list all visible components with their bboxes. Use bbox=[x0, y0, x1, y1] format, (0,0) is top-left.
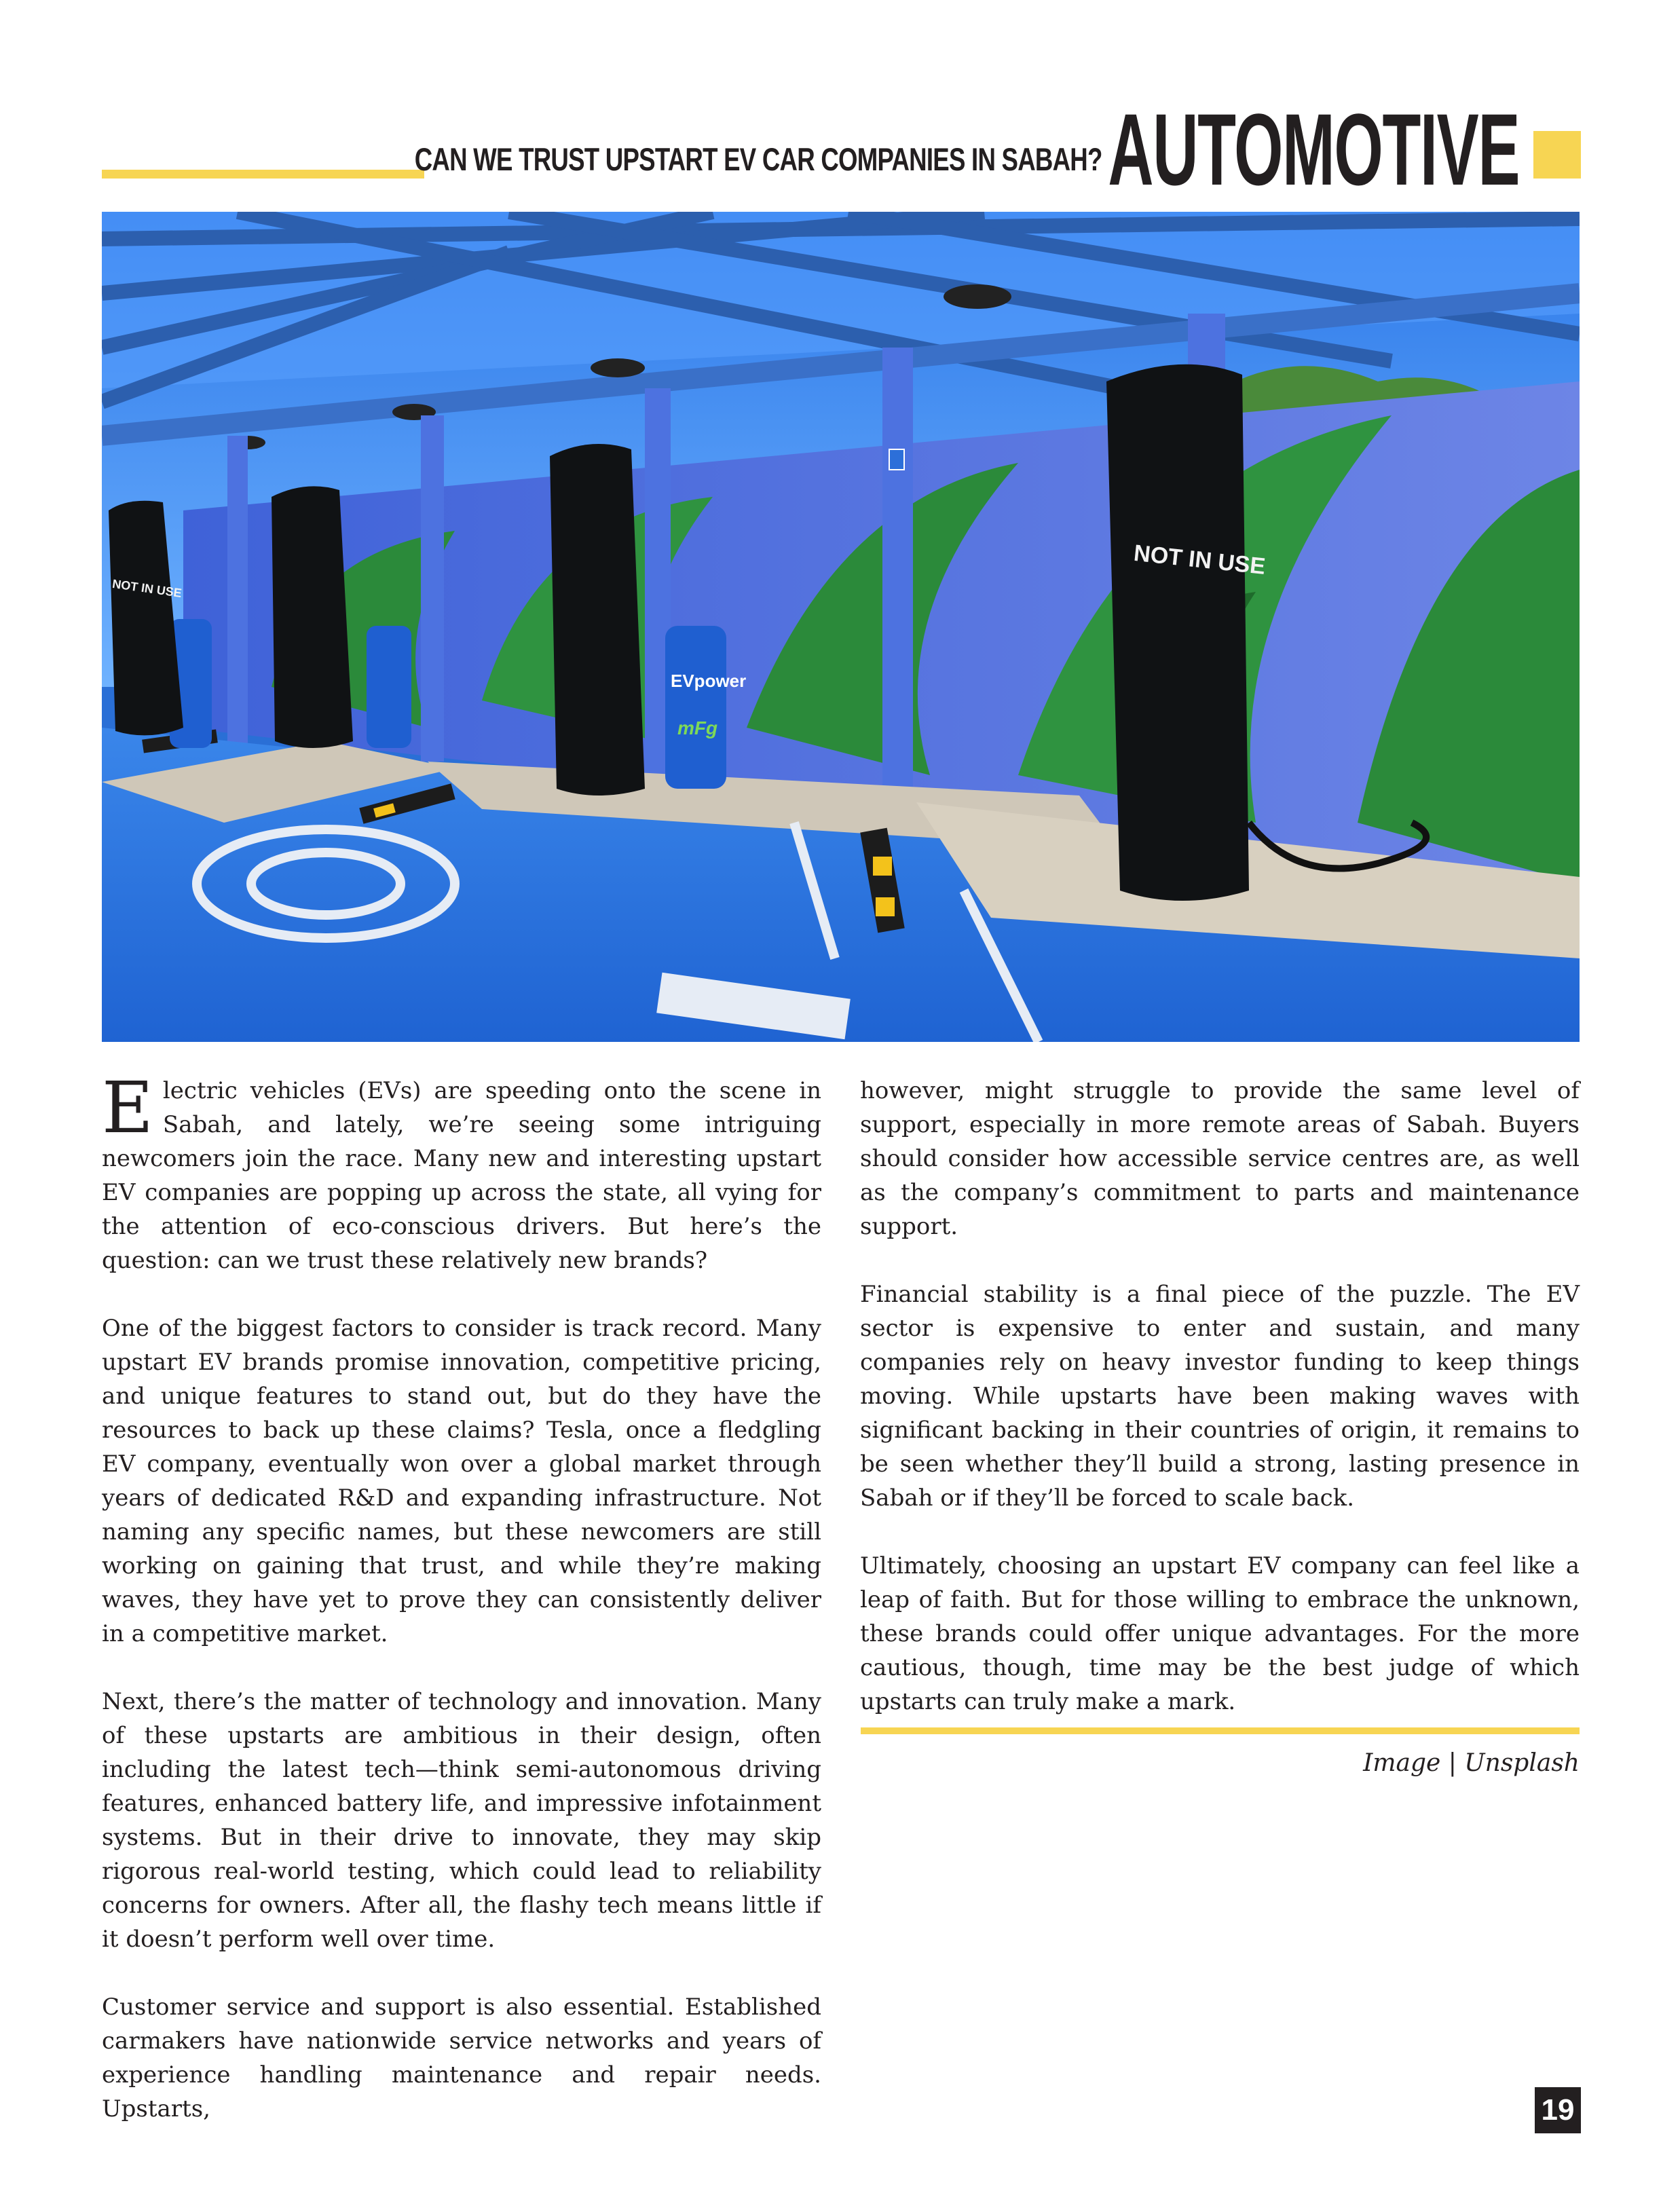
article-paragraph-1 bbox=[102, 1066, 821, 1277]
header-accent-line bbox=[102, 170, 424, 179]
article-column-left bbox=[102, 1066, 821, 2126]
article-column-right bbox=[860, 1074, 1580, 1753]
page-number: 19 bbox=[1535, 2087, 1581, 2133]
charger-cover-text-near: NOT IN USE bbox=[1132, 540, 1267, 580]
article-paragraph-2: One of the biggest factors to consider is track record. Many upstart EV brands promise innovation, competitive pricing, and unique features to stand out, but do they have the resources to back up these claims? Tesla, once a fledgling EV company, eventually won over a global market through years of dedicated R&D and expanding infrastructure. Not naming any specific names, but these newcomers are still working on gaining that trust, and while they’re making waves, they have yet to prove they can consistently deliver in a competitive market. bbox=[102, 1315, 821, 1647]
charger-cover-text-far: NOT IN USE bbox=[111, 576, 183, 600]
image-credit: Image | Unsplash bbox=[1363, 1749, 1580, 1777]
article-paragraph-4: Customer service and support is also essential. Established carmakers have nationwide service networks and years of experience handling maintenance and repair needs. Upstarts, bbox=[102, 1994, 821, 2122]
charger-brand-label: EVpower bbox=[671, 671, 747, 691]
article-paragraph-4-continued: however, might struggle to provide the same level of support, especially in more remote areas of Sabah. Buyers should consider how accessible service centres are, as well as the company’s commitment to parts and maintenance support. bbox=[860, 1077, 1580, 1240]
article-paragraph-6: Ultimately, choosing an upstart EV company can feel like a leap of faith. But for those willing to embrace the unknown, these brands could offer unique advantages. For the more cautious, though, time may be the best judge of which upstarts can truly make a mark. bbox=[860, 1552, 1580, 1715]
article-subtitle: CAN WE TRUST UPSTART EV CAR COMPANIES IN SABAH? bbox=[415, 141, 1102, 177]
article-paragraph-3: Next, there’s the matter of technology and innovation. Many of these upstarts are ambitious in their design, often including the latest tech—think semi-autonomous driving features, enhanced battery life, and impressive infotainment systems. But in their drive to innovate, they may skip rigorous real-world testing, which could lead to reliability concerns for owners. After all, the flashy tech means little if it doesn’t perform well over time. bbox=[102, 1688, 821, 1953]
charger-sub-label: mFg bbox=[677, 717, 718, 738]
credit-divider bbox=[861, 1727, 1580, 1734]
section-title: AUTOMOTIVE bbox=[1108, 92, 1519, 206]
article-paragraph-5: Financial stability is a final piece of the puzzle. The EV sector is expensive to enter and sustain, and many companies rely on heavy investor funding to keep things moving. While upstarts have been making waves with significant backing in their countries of origin, it remains to be seen whether they’ll build a strong, lasting presence in Sabah or if they’ll be forced to scale back. bbox=[860, 1281, 1580, 1512]
paragraph-1-text: lectric vehicles (EVs) are speeding onto the scene in Sabah, and lately, we’re seeing some intriguing newcomers join the race. Many new and interesting upstart EV companies are popping up across the state, all vying for the attention of eco-conscious drivers. But here’s the question: can we trust these relatively new brands? bbox=[102, 1077, 821, 1274]
header-accent-square bbox=[1533, 131, 1581, 179]
drop-cap: E bbox=[102, 1066, 153, 1149]
ev-charging-station-photo bbox=[102, 212, 1580, 1042]
